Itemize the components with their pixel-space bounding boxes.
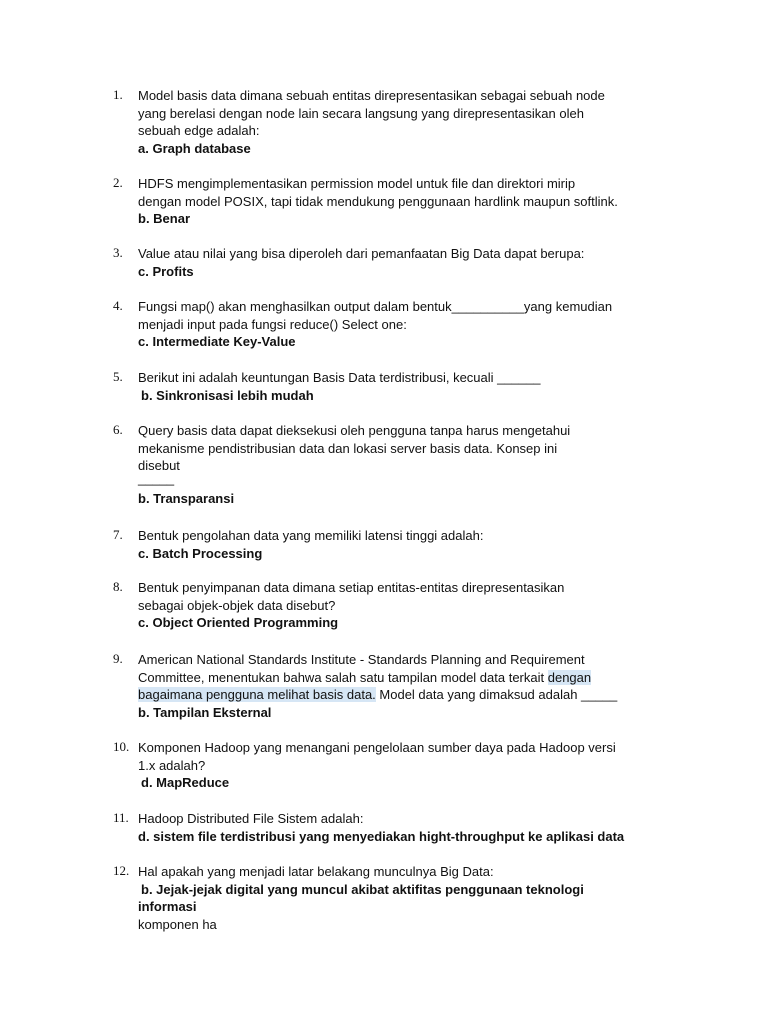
- question-text: Query basis data dapat dieksekusi oleh pengguna tanpa harus mengetahui: [138, 423, 571, 438]
- question-text: Fungsi map() akan menghasilkan output dalam bentuk__________yang kemudian: [138, 299, 613, 314]
- question-body: [138, 739, 678, 792]
- question-text: Value atau nilai yang bisa diperoleh dari pemanfaatan Big Data dapat berupa:: [138, 246, 585, 261]
- plain-text: Committee, menentukan bahwa salah satu tampilan model data terkait: [138, 669, 548, 685]
- question-text: [138, 669, 678, 687]
- question-body: [138, 298, 678, 351]
- question-text: sebuah edge adalah:: [138, 123, 260, 139]
- answer-text: b. Jejak-jejak digital yang muncul akibat aktifitas penggunaan teknologi: [141, 881, 584, 897]
- question-text: Berikut ini adalah keuntungan Basis Data terdistribusi, kecuali ______: [138, 370, 541, 385]
- question-text: HDFS mengimplementasikan permission model untuk file dan direktori mirip: [138, 176, 576, 191]
- answer-text: b. Sinkronisasi lebih mudah: [141, 387, 314, 403]
- question-text: 1.x adalah?: [138, 757, 206, 773]
- question-text: Bentuk pengolahan data yang memiliki latensi tinggi adalah:: [138, 528, 484, 543]
- question-body: [138, 369, 678, 404]
- question-number: 6.: [113, 422, 123, 437]
- question-number: 12.: [113, 863, 130, 878]
- question-text: yang berelasi dengan node lain secara langsung yang direpresentasikan oleh: [138, 105, 584, 121]
- answer-text: b. Benar: [138, 211, 191, 227]
- answer-text: c. Object Oriented Programming: [138, 615, 339, 631]
- question-number: 5.: [113, 369, 123, 384]
- highlighted-text: bagaimana pengguna melihat basis data.: [138, 687, 376, 703]
- answer-text: c. Intermediate Key-Value: [138, 334, 296, 350]
- question-blank: _____: [138, 470, 175, 486]
- answer-text: d. MapReduce: [141, 775, 230, 791]
- answer-text: d. sistem file terdistribusi yang menyediakan hight-throughput ke aplikasi data: [138, 828, 625, 844]
- question-text: Hadoop Distributed File Sistem adalah:: [138, 811, 364, 826]
- question-body: [138, 863, 678, 933]
- question-text: Hal apakah yang menjadi latar belakang munculnya Big Data:: [138, 864, 494, 879]
- question-number: 7.: [113, 527, 123, 542]
- question-number: 8.: [113, 579, 123, 594]
- answer-text: b. Transparansi: [138, 490, 235, 506]
- question-text: Model basis data dimana sebuah entitas direpresentasikan sebagai sebuah node: [138, 88, 605, 103]
- question-body: [138, 87, 678, 157]
- question-body: [138, 422, 678, 507]
- question-body: [138, 175, 678, 228]
- question-text: mekanisme pendistribusian data dan lokasi server basis data. Konsep ini: [138, 440, 558, 456]
- answer-text: informasi: [138, 899, 197, 915]
- question-number: 3.: [113, 245, 123, 260]
- answer-text: c. Batch Processing: [138, 545, 263, 561]
- question-text: sebagai objek-objek data disebut?: [138, 597, 336, 613]
- question-text: disebut: [138, 458, 180, 474]
- question-text: dengan model POSIX, tapi tidak mendukung penggunaan hardlink maupun softlink.: [138, 193, 618, 209]
- question-text: [138, 686, 678, 704]
- highlighted-text: dengan: [547, 669, 592, 685]
- question-text: Komponen Hadoop yang menangani pengelolaan sumber daya pada Hadoop versi: [138, 740, 616, 755]
- question-text: Bentuk penyimpanan data dimana setiap entitas-entitas direpresentasikan: [138, 580, 565, 595]
- question-text: American National Standards Institute - Standards Planning and Requirement: [138, 652, 585, 667]
- question-number: 11.: [113, 810, 129, 825]
- answer-text: a. Graph database: [138, 140, 251, 156]
- question-body: [138, 245, 678, 280]
- question-number: 9.: [113, 651, 123, 666]
- trailing-text: komponen ha: [138, 916, 217, 932]
- question-number: 4.: [113, 298, 123, 313]
- question-number: 2.: [113, 175, 123, 190]
- question-text: menjadi input pada fungsi reduce() Select one:: [138, 316, 407, 332]
- plain-text: Model data yang dimaksud adalah _____: [375, 687, 618, 703]
- question-number: 10.: [113, 739, 130, 754]
- question-body: [138, 527, 678, 562]
- question-body: [138, 651, 678, 721]
- question-body: [138, 579, 678, 632]
- question-number: 1.: [113, 87, 123, 102]
- answer-text: c. Profits: [138, 263, 194, 279]
- answer-text: b. Tampilan Eksternal: [138, 704, 272, 720]
- question-body: [138, 810, 678, 845]
